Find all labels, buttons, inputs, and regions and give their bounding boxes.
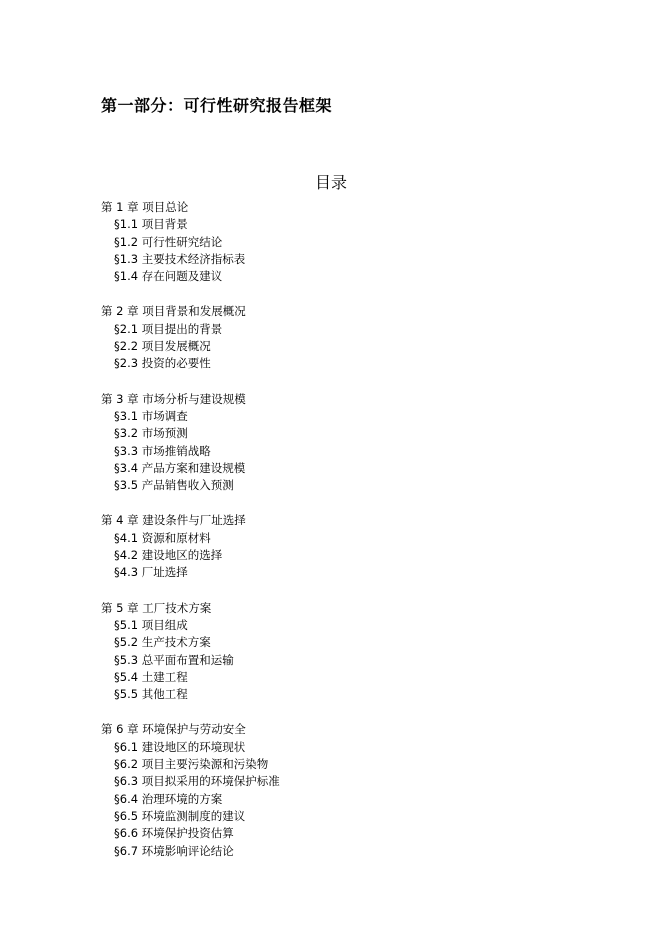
chapter-heading: 第 1 章 项目总论: [101, 200, 189, 214]
section-entry: §6.5 环境监测制度的建议: [114, 808, 246, 823]
section-entry: §2.1 项目提出的背景: [114, 321, 223, 336]
chapter-heading: 第 6 章 环境保护与劳动安全: [101, 722, 246, 737]
section-entry: §6.2 项目主要污染源和污染物: [114, 757, 269, 772]
toc-chapter: [101, 391, 581, 495]
toc-chapter: [101, 600, 581, 704]
section-entry: §3.5 产品销售收入预测: [114, 478, 234, 493]
section-entry: §3.1 市场调查: [114, 408, 188, 423]
toc-chapter: [101, 303, 581, 372]
toc-title: 目录: [314, 173, 347, 192]
chapter-heading: 第 5 章 工厂技术方案: [101, 600, 212, 615]
section-entry: §1.1 项目背景: [114, 217, 188, 232]
section-entry: §4.3 厂址选择: [114, 565, 188, 580]
section-entry: §5.5 其他工程: [114, 687, 188, 702]
section-entry: §6.6 环境保护投资估算: [114, 826, 234, 841]
section-entry: §1.2 可行性研究结论: [114, 234, 223, 249]
section-entry: §1.4 存在问题及建议: [114, 269, 223, 284]
toc-chapter: [101, 199, 581, 285]
section-entry: §4.2 建设地区的选择: [114, 548, 223, 563]
section-entry: §3.2 市场预测: [114, 426, 188, 441]
chapter-heading: 第 2 章 项目背景和发展概况: [101, 304, 246, 319]
section-entry: §5.4 土建工程: [114, 669, 188, 684]
toc-chapter: [101, 512, 581, 581]
section-entry: §1.3 主要技术经济指标表: [114, 251, 246, 266]
section-entry: §6.4 治理环境的方案: [114, 791, 223, 806]
section-entry: §5.2 生产技术方案: [114, 635, 211, 650]
section-entry: §2.2 项目发展概况: [114, 339, 211, 354]
part-title: 第一部分：可行性研究报告框架: [101, 96, 333, 115]
section-entry: §6.1 建设地区的环境现状: [114, 739, 246, 754]
chapter-heading: 第 4 章 建设条件与厂址选择: [101, 513, 246, 528]
section-entry: §3.3 市场推销战略: [114, 443, 211, 458]
chapter-heading: 第 3 章 市场分析与建设规模: [101, 391, 246, 406]
section-entry: §3.4 产品方案和建设规模: [114, 460, 246, 475]
section-entry: §5.3 总平面布置和运输: [114, 652, 234, 667]
section-entry: §5.1 项目组成: [114, 617, 188, 632]
toc-chapter: [101, 721, 581, 859]
section-entry: §4.1 资源和原材料: [114, 530, 211, 545]
section-entry: §2.3 投资的必要性: [114, 356, 211, 371]
section-entry: §6.7 环境影响评论结论: [114, 843, 234, 858]
section-entry: §6.3 项目拟采用的环境保护标准: [114, 774, 280, 789]
table-of-contents: [101, 199, 581, 878]
